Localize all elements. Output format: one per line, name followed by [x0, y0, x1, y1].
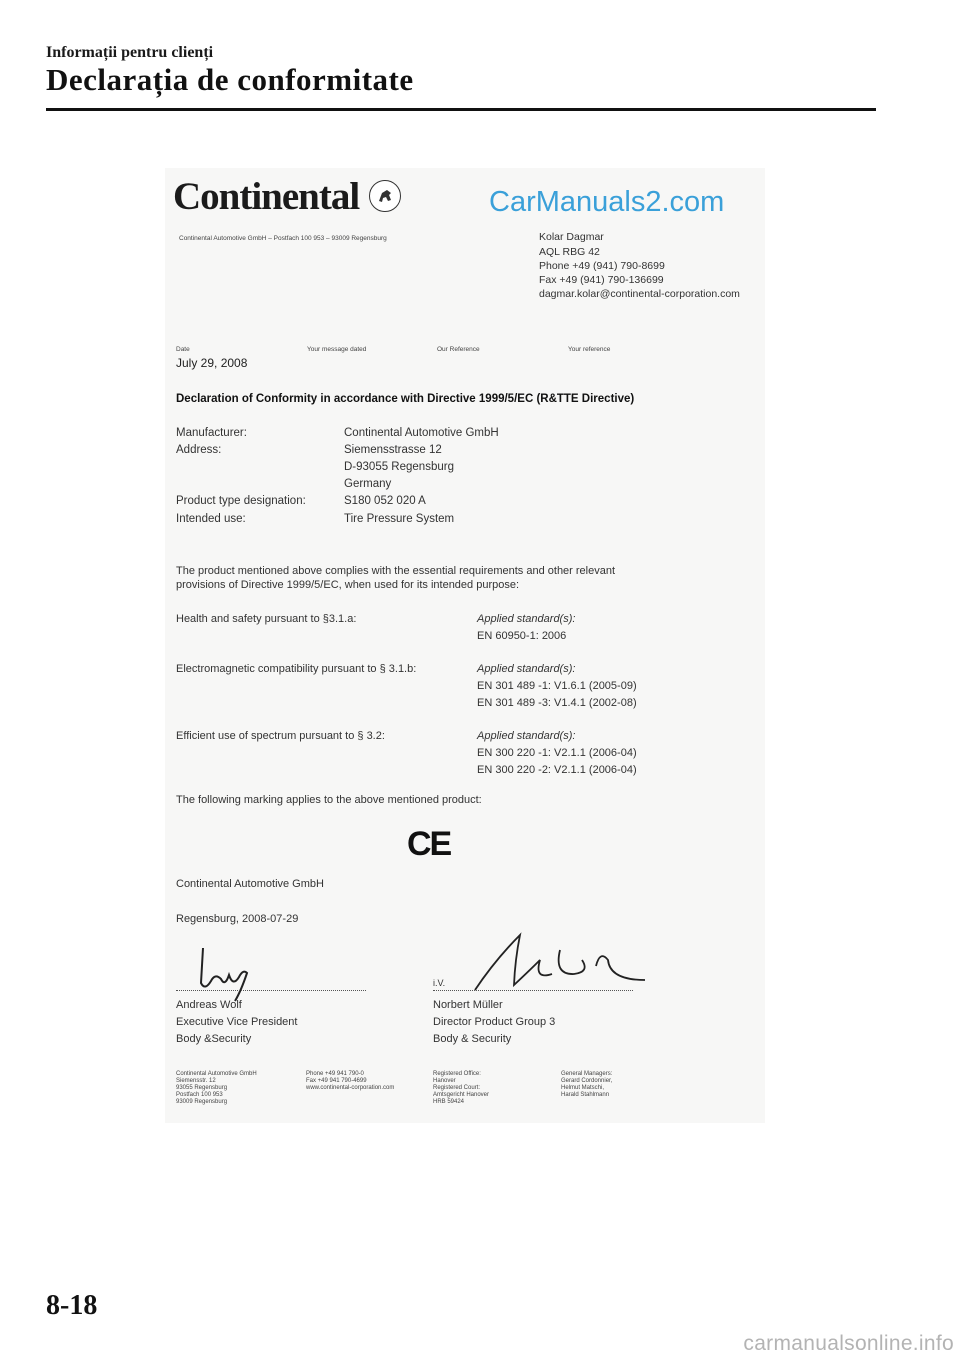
footer-registry: Registered Office: Hanover Registered Court: Amtsgericht Hanover HRB 59424	[433, 1071, 490, 1105]
horse-emblem-icon	[369, 180, 401, 212]
continental-logo: Continental	[173, 175, 360, 218]
our-reference-label: Our Reference	[437, 346, 480, 353]
footer-managers: General Managers: Gerard Cordonnier, Helmut Matschi, Harald Stahlmann	[561, 1071, 613, 1098]
address-line: D-93055 Regensburg	[344, 461, 454, 473]
footer-address: Continental Automotive GmbH Siemensstr. 12 93055 Regensburg Postfach 100 953 93009 Regensburg	[176, 1071, 257, 1105]
standard-value: EN 60950-1: 2006	[477, 630, 567, 642]
page-number: 8-18	[46, 1290, 98, 1321]
intended-use-label: Intended use:	[176, 513, 246, 525]
contact-fax: Fax +49 (941) 790-136699	[539, 274, 664, 286]
standard-value: EN 300 220 -2: V2.1.1 (2006-04)	[477, 764, 637, 776]
standard-value: EN 301 489 -1: V1.6.1 (2005-09)	[477, 680, 637, 692]
heading-rule	[46, 108, 876, 111]
standard-header: Applied standard(s):	[477, 663, 576, 675]
product-label: Product type designation:	[176, 495, 306, 507]
manufacturer-label: Manufacturer:	[176, 427, 247, 439]
signatory-title: Director Product Group 3	[433, 1016, 556, 1028]
address-line: Siemensstrasse 12	[344, 444, 442, 456]
marking-text: The following marking applies to the above mentioned product:	[176, 794, 482, 806]
address-line: Germany	[344, 478, 392, 490]
intended-use-value: Tire Pressure System	[344, 513, 455, 525]
compliance-text: The product mentioned above complies with the essential requirements and other relevant	[176, 565, 616, 577]
declaration-title: Declaration of Conformity in accordance with Directive 1999/5/EC (R&TTE Directive)	[176, 393, 635, 405]
ce-mark: CE	[407, 825, 451, 863]
contact-phone: Phone +49 (941) 790-8699	[539, 260, 665, 272]
contact-name: Kolar Dagmar	[539, 231, 604, 243]
signatory-division: Body & Security	[433, 1033, 512, 1045]
message-label: Your message dated	[307, 346, 367, 353]
signature-prefix: i.V.	[433, 978, 446, 988]
contact-dept: AQL RBG 42	[539, 246, 600, 258]
watermark: CarManuals2.com	[489, 186, 725, 218]
section-label: Informații pentru clienți	[46, 44, 214, 61]
footer-site: carmanualsonline.info	[743, 1332, 954, 1355]
requirement-label: Electromagnetic compatibility pursuant to § 3.1.b:	[176, 663, 417, 675]
signatory-name: Andreas Wolf	[176, 999, 242, 1011]
signature-line	[433, 990, 633, 991]
your-reference-label: Your reference	[568, 346, 611, 353]
signature-line	[176, 990, 366, 991]
signatory-name: Norbert Müller	[433, 999, 503, 1011]
product-value: S180 052 020 A	[344, 495, 426, 507]
place-date: Regensburg, 2008-07-29	[176, 913, 299, 925]
standard-value: EN 300 220 -1: V2.1.1 (2006-04)	[477, 747, 637, 759]
scanned-letter	[165, 168, 765, 1123]
requirement-label: Health and safety pursuant to §3.1.a:	[176, 613, 357, 625]
letter-date: July 29, 2008	[176, 356, 248, 370]
signatory-title: Executive Vice President	[176, 1016, 298, 1028]
signatory-division: Body &Security	[176, 1033, 252, 1045]
footer-phones: Phone +49 941 790-0 Fax +49 941 790-4699 www.continental-corporation.com	[306, 1071, 395, 1091]
address-label: Address:	[176, 444, 222, 456]
standard-header: Applied standard(s):	[477, 613, 576, 625]
sender-line: Continental Automotive GmbH – Postfach 100 953 – 93009 Regensburg	[179, 235, 387, 242]
standard-header: Applied standard(s):	[477, 730, 576, 742]
date-label: Date	[176, 346, 190, 353]
standard-value: EN 301 489 -3: V1.4.1 (2002-08)	[477, 697, 637, 709]
compliance-text: provisions of Directive 1999/5/EC, when used for its intended purpose:	[176, 579, 520, 591]
page-heading: Declarația de conformitate	[46, 62, 414, 97]
manufacturer-value: Continental Automotive GmbH	[344, 427, 499, 439]
signature-wolf	[195, 943, 275, 1003]
company-name: Continental Automotive GmbH	[176, 878, 324, 890]
contact-email: dagmar.kolar@continental-corporation.com	[539, 288, 740, 300]
requirement-label: Efficient use of spectrum pursuant to § 3.2:	[176, 730, 385, 742]
